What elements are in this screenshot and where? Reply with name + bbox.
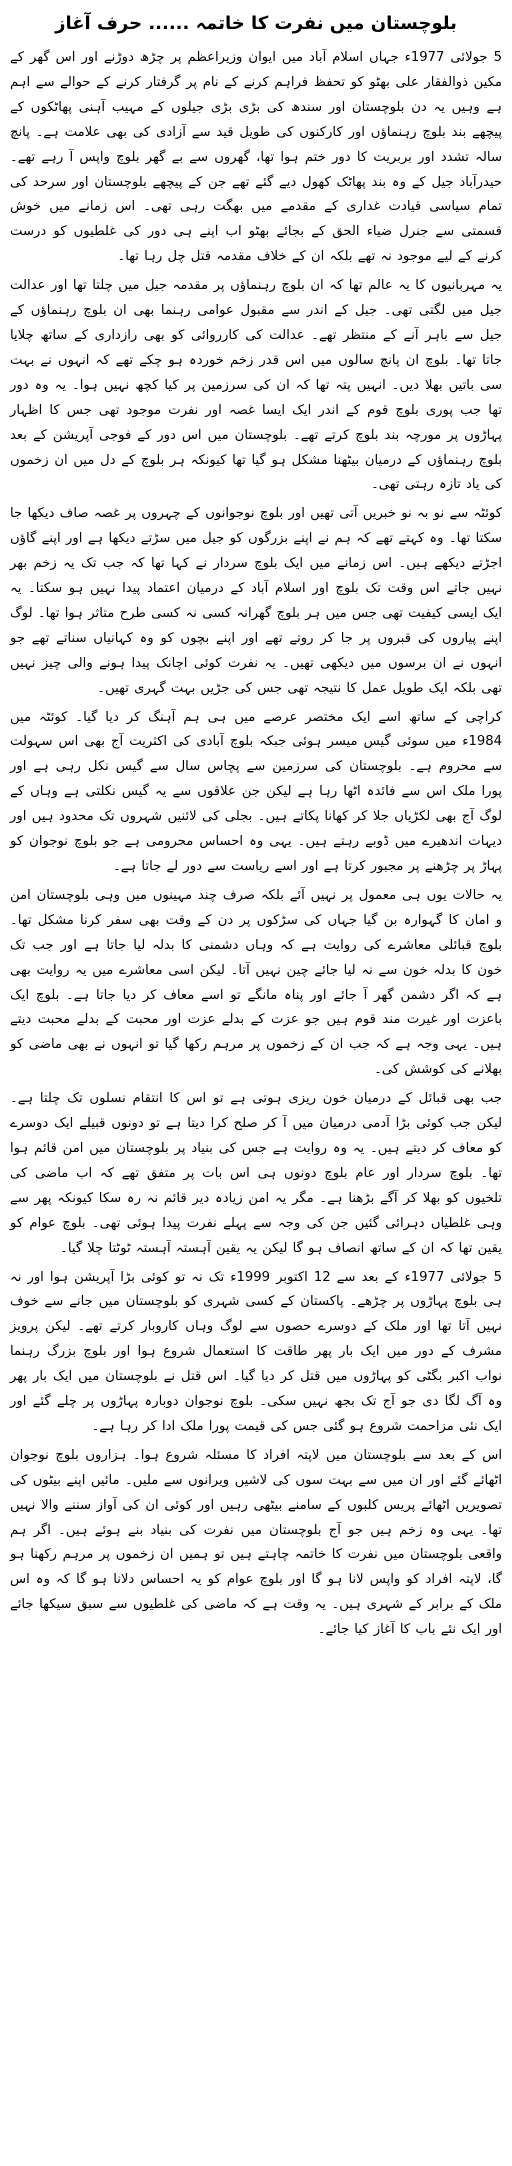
article-paragraph: 5 جولائی 1977ء جہاں اسلام آباد میں ایوان وزیراعظم پر چڑھ دوڑنے اور اس گھر کے مکین ذوالفقار علی بھٹو کو تحفظ فراہم کرنے کے نام پر گرفتار کرنے کے حوالے سے اہم ہے وہیں یہ دن بلوچستان اور سندھ کی بڑی بڑی جیلوں کے مہیب آہنی پھاٹکوں کے پیچھے بند بلوچ رہنماؤں اور کارکنوں کی طویل قید سے آزادی کی بھی علامت ہے۔ پانچ سالہ تشدد اور بربریت کا دور ختم ہوا تھا، گھروں سے بے گھر بلوچ واپس آ رہے تھے۔ حیدرآباد جیل کے وہ بند پھاٹک کھول دیے گئے تھے جن کے پیچھے بلوچستان اور سرحد کی تمام سیاسی قیادت غداری کے مقدمے میں بھگت رہی تھی۔ اس زمانے میں خوش قسمتی سے جنرل ضیاء الحق کے بجائے بھٹو اب اپنے ہی دور کی غلطیوں کو درست کرنے کے لیے موجود نہ تھے بلکہ ان کے خلاف مقدمہ قتل چل رہا تھا۔ (10, 50, 502, 265)
article-paragraph: کراچی کے ساتھ اسے ایک مختصر عرصے میں ہی ہم آہنگ کر دیا گیا۔ کوئٹہ میں 1984ء میں سوئی گیس میسر ہوئی جبکہ بلوچ آبادی کی اکثریت آج بھی اس سہولت سے محروم ہے۔ بلوچستان کی سرزمین سے پچاس سال سے گیس نکل رہی ہے اور پورا ملک اس سے فائدہ اٹھا رہا ہے لیکن جن علاقوں سے یہ گیس نکلتی ہے وہاں کے لوگ آج بھی لکڑیاں جلا کر کھانا پکاتے ہیں۔ بجلی کی لائنیں شہروں تک محدود ہیں اور دیہات اندھیرے میں ڈوبے رہتے ہیں۔ یہی وہ احساس محرومی ہے جو بلوچ نوجوان کو پہاڑ پر چڑھنے پر مجبور کرتا ہے اور اسے ریاست سے دور لے جاتا ہے۔ (10, 709, 502, 874)
article-headline: بلوچستان میں نفرت کا خاتمہ ...... حرف آغاز (55, 13, 457, 34)
article-paragraph: 5 جولائی 1977ء کے بعد سے 12 اکتوبر 1999ء تک نہ تو کوئی بڑا آپریشن ہوا اور نہ ہی بلوچ پہاڑوں پر چڑھے۔ پاکستان کے کسی شہری کو بلوچستان میں جانے سے خوف نہیں آتا تھا اور ملک کے دوسرے حصوں سے لوگ وہاں کاروبار کرتے تھے۔ لیکن پرویز مشرف کے دور میں ایک بار پھر طاقت کا استعمال شروع ہوا اور بلوچ بزرگ رہنما نواب اکبر بگٹی کو پہاڑوں میں قتل کر دیا گیا۔ اس قتل نے بلوچستان میں ایک بار پھر وہ آگ لگا دی جو آج تک بجھ نہیں سکی۔ بلوچ نوجوان دوبارہ پہاڑوں پر چلے گئے اور ایک نئی مزاحمت شروع ہو گئی جس کی قیمت پورا ملک ادا کر رہا ہے۔ (10, 1269, 502, 1434)
article-paragraph: یہ حالات یوں ہی معمول پر نہیں آئے بلکہ صرف چند مہینوں میں وہی بلوچستان امن و امان کا گہوارہ بن گیا جہاں کی سڑکوں پر دن کے وقت بھی سفر کرنا مشکل تھا۔ بلوچ قبائلی معاشرے کی روایت ہے کہ وہاں دشمنی کا بدلہ لیا جاتا ہے اور جب تک خون کا بدلہ خون سے نہ لیا جائے چین نہیں آتا۔ لیکن اسی معاشرے میں یہ روایت بھی ہے کہ اگر دشمن گھر آ جائے اور پناہ مانگے تو اسے معاف کر دیا جاتا ہے۔ بلوچ ایک باعزت اور غیرت مند قوم ہیں جو عزت کے بدلے عزت اور محبت کے بدلے محبت دیتے ہیں۔ یہی وجہ ہے کہ جب ان کے زخموں پر مرہم رکھا گیا تو انہوں نے بھی ماضی کو بھلانے کی کوشش کی۔ (10, 887, 502, 1078)
article-paragraph: اس کے بعد سے بلوچستان میں لاپتہ افراد کا مسئلہ شروع ہوا۔ ہزاروں بلوچ نوجوان اٹھائے گئے اور ان میں سے بہت سوں کی لاشیں ویرانوں سے ملیں۔ مائیں اپنے بیٹوں کی تصویریں اٹھائے پریس کلبوں کے سامنے بیٹھی رہیں اور کوئی ان کی آواز سننے والا نہیں تھا۔ یہی وہ زخم ہیں جو آج بلوچستان میں نفرت کی بنیاد بنے ہوئے ہیں۔ اگر ہم واقعی بلوچستان میں نفرت کا خاتمہ چاہتے ہیں تو ہمیں ان زخموں پر مرہم رکھنا ہو گا، لاپتہ افراد کو واپس لانا ہو گا اور بلوچ عوام کو یہ احساس دلانا ہو گا کہ وہ اس ملک کے برابر کے شہری ہیں۔ یہ وقت ہے کہ ماضی کی غلطیوں سے سبق سیکھا جائے اور ایک نئے باب کا آغاز کیا جائے۔ (10, 1447, 502, 1638)
article-paragraph: کوئٹہ سے نو بہ نو خبریں آتی تھیں اور بلوچ نوجوانوں کے چہروں پر غصہ صاف دیکھا جا سکتا تھا۔ وہ کہتے تھے کہ ہم نے اپنے بزرگوں کو جیل میں سڑتے دیکھا ہے اور اپنے گاؤں اجڑتے دیکھے ہیں۔ اس زمانے میں ایک بلوچ سردار نے کہا تھا کہ جب تک یہ زخم بھر نہیں جاتے اس وقت تک بلوچ اور اسلام آباد کے درمیان اعتماد پیدا نہیں ہو سکتا۔ یہ ایک ایسی کیفیت تھی جس میں ہر بلوچ گھرانہ کسی نہ کسی طرح متاثر ہوا تھا۔ لوگ اپنے پیاروں کی قبروں پر جا کر روتے تھے اور اپنے بچوں کو وہ کہانیاں سناتے تھے جو انہوں نے ان برسوں میں دیکھی تھیں۔ یہ نفرت کوئی اچانک پیدا ہونے والی چیز نہیں تھی بلکہ ایک طویل عمل کا نتیجہ تھی جس کی جڑیں بہت گہری تھیں۔ (10, 506, 502, 696)
article-paragraph: جب بھی قبائل کے درمیان خون ریزی ہوتی ہے تو اس کا انتقام نسلوں تک چلتا ہے۔ لیکن جب کوئی بڑا آدمی درمیان میں آ کر صلح کرا دیتا ہے تو دونوں قبیلے ایک دوسرے کو معاف کر دیتے ہیں۔ یہ وہ روایت ہے جس کی بنیاد پر بلوچستان میں امن قائم ہوا تھا۔ بلوچ سردار اور عام بلوچ دونوں ہی اس بات پر متفق تھے کہ اب ماضی کی تلخیوں کو بھلا کر آگے بڑھنا ہے۔ مگر یہ امن زیادہ دیر قائم نہ رہ سکا کیونکہ پھر سے وہی غلطیاں دہرائی گئیں جن کی وجہ سے پہلے نفرت پیدا ہوئی تھی۔ بلوچ عوام کو یقین تھا کہ ان کے ساتھ انصاف ہو گا لیکن یہ یقین آہستہ آہستہ ٹوٹتا چلا گیا۔ (10, 1091, 502, 1256)
article-paragraph: یہ مہربانیوں کا یہ عالم تھا کہ ان بلوچ رہنماؤں پر مقدمہ جیل میں چلتا تھا اور عدالت جیل میں لگتی تھی۔ جیل کے اندر سے مقبول عوامی رہنما بھی ان بلوچ رہنماؤں کے جیل سے باہر آنے کے منتظر تھے۔ عدالت کی کارروائی کو بھی رازداری کے ساتھ چلایا جاتا تھا۔ بلوچ ان پانچ سالوں میں اس قدر زخم خوردہ ہو چکے تھے کہ انہوں نے بہت سی باتیں بھلا دیں۔ انہیں پتہ تھا کہ ان کی سرزمین پر کیا کچھ نہیں ہوا۔ یہ وہ دور تھا جب پوری بلوچ قوم کے اندر ایک ایسا غصہ اور نفرت موجود تھی جس کا اظہار پہاڑوں پر مورچہ بند بلوچ کرتے تھے۔ بلوچستان میں اس دور کے فوجی آپریشن کے بعد بلوچ رہنماؤں کے درمیان بیٹھنا مشکل ہو گیا تھا کیونکہ ہر بلوچ کے دل میں ان زخموں کی یاد تازہ رہتی تھی۔ (10, 278, 502, 493)
